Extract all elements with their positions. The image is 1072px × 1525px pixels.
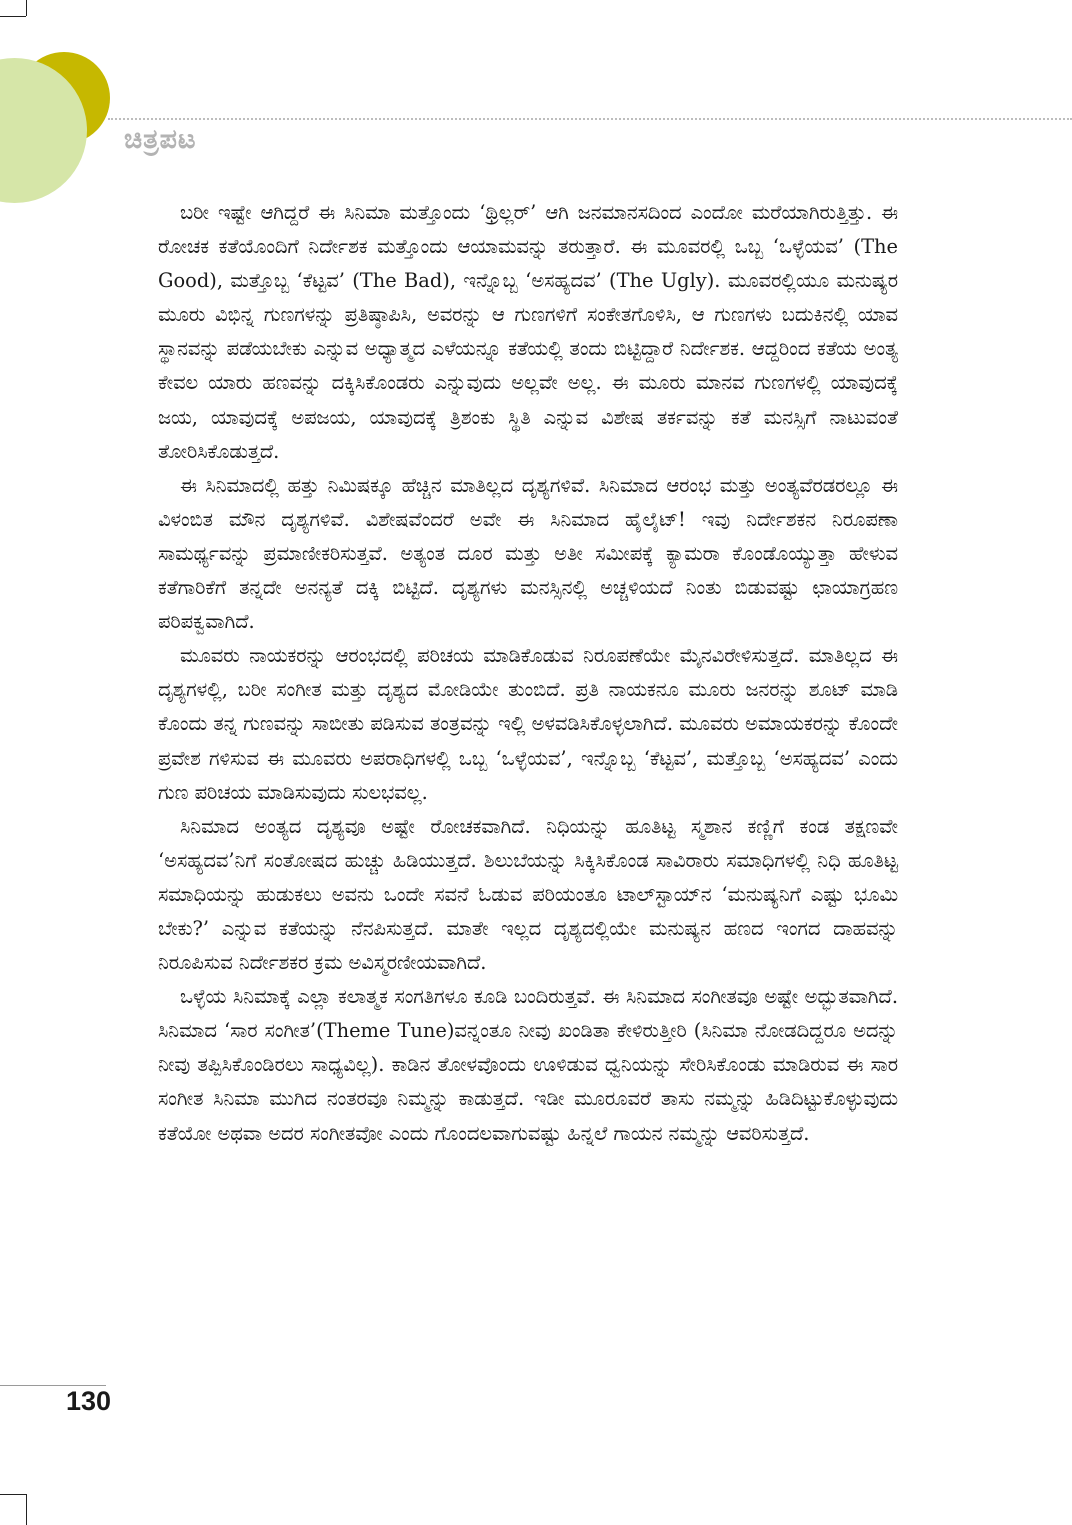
paragraph: ಮೂವರು ನಾಯಕರನ್ನು ಆರಂಭದಲ್ಲಿ ಪರಿಚಯ ಮಾಡಿಕೊಡುವ ನಿರೂಪಣೆಯೇ ಮೈನವಿರೇಳಿಸುತ್ತದೆ. ಮಾತಿಲ್ಲದ ಈ ದೃಶ್ಯಗಳಲ್ಲಿ, ಬರೀ ಸಂಗೀತ ಮತ್ತು ದೃಶ್ಯದ ಮೋಡಿಯೇ ತುಂಬಿದೆ. ಪ್ರತಿ ನಾಯಕನೂ ಮೂರು ಜನರನ್ನು ಶೂಟ್ ಮಾಡಿ ಕೊಂದು ತನ್ನ ಗುಣವನ್ನು ಸಾಬೀತು ಪಡಿಸುವ ತಂತ್ರವನ್ನು ಇಲ್ಲಿ ಅಳವಡಿಸಿಕೊಳ್ಳಲಾಗಿದೆ. ಮೂವರು ಅಮಾಯಕರನ್ನು ಕೊಂದೇ ಪ್ರವೇಶ ಗಳಿಸುವ ಈ ಮೂವರು ಅಪರಾಧಿಗಳಲ್ಲಿ ಒಬ್ಬ ‘ಒಳ್ಳೆಯವ’, ಇನ್ನೊಬ್ಬ ‘ಕೆಟ್ಟವ’, ಮತ್ತೊಬ್ಬ ‘ಅಸಹ್ಯದವ’ ಎಂದು ಗುಣ ಪರಿಚಯ ಮಾಡಿಸುವುದು ಸುಲಭವಲ್ಲ.: [158, 644, 898, 804]
page-number: 130: [66, 1386, 112, 1416]
paragraph: ಬರೀ ಇಷ್ಟೇ ಆಗಿದ್ದರೆ ಈ ಸಿನಿಮಾ ಮತ್ತೊಂದು ‘ಥ್ರಿಲ್ಲರ್’ ಆಗಿ ಜನಮಾನಸದಿಂದ ಎಂದೋ ಮರೆಯಾಗಿರುತ್ತಿತ್ತು. ಈ ರೋಚಕ ಕತೆಯೊಂದಿಗೆ ನಿರ್ದೇಶಕ ಮತ್ತೊಂದು ಆಯಾಮವನ್ನು ತರುತ್ತಾರೆ. ಈ ಮೂವರಲ್ಲಿ ಒಬ್ಬ ‘ಒಳ್ಳೆಯವ’ (The Good), ಮತ್ತೊಬ್ಬ ‘ಕೆಟ್ಟವ’ (The Bad), ಇನ್ನೊಬ್ಬ ‘ಅಸಹ್ಯದವ’ (The Ugly). ಮೂವರಲ್ಲಿಯೂ ಮನುಷ್ಯರ ಮೂರು ವಿಭಿನ್ನ ಗುಣಗಳನ್ನು ಪ್ರತಿಷ್ಠಾಪಿಸಿ, ಅವರನ್ನು ಆ ಗುಣಗಳಿಗೆ ಸಂಕೇತಗೊಳಿಸಿ, ಆ ಗುಣಗಳು ಬದುಕಿನಲ್ಲಿ ಯಾವ ಸ್ಥಾನವನ್ನು ಪಡೆಯಬೇಕು ಎನ್ನುವ ಅಧ್ಯಾತ್ಮದ ಎಳೆಯನ್ನೂ ಕತೆಯಲ್ಲಿ ತಂದು ಬಿಟ್ಟಿದ್ದಾರೆ ನಿರ್ದೇಶಕ. ಆದ್ದರಿಂದ ಕತೆಯ ಅಂತ್ಯ ಕೇವಲ ಯಾರು ಹಣವನ್ನು ದಕ್ಕಿಸಿಕೊಂಡರು ಎನ್ನುವುದು ಅಲ್ಲವೇ ಅಲ್ಲ. ಈ ಮೂರು ಮಾನವ ಗುಣಗಳಲ್ಲಿ ಯಾವುದಕ್ಕೆ ಜಯ, ಯಾವುದಕ್ಕೆ ಅಪಜಯ, ಯಾವುದಕ್ಕೆ ತ್ರಿಶಂಕು ಸ್ಥಿತಿ ಎನ್ನುವ ವಿಶೇಷ ತರ್ಕವನ್ನು ಕತೆ ಮನಸ್ಸಿಗೆ ನಾಟುವಂತೆ ತೋರಿಸಿಕೊಡುತ್ತದೆ.: [158, 201, 898, 463]
header-dotted-rule: [108, 118, 1072, 120]
paragraph: ಸಿನಿಮಾದ ಅಂತ್ಯದ ದೃಶ್ಯವೂ ಅಷ್ಟೇ ರೋಚಕವಾಗಿದೆ. ನಿಧಿಯನ್ನು ಹೂತಿಟ್ಟ ಸ್ಮಶಾನ ಕಣ್ಣಿಗೆ ಕಂಡ ತಕ್ಷಣವೇ ‘ಅಸಹ್ಯದವ’ನಿಗೆ ಸಂತೋಷದ ಹುಚ್ಚು ಹಿಡಿಯುತ್ತದೆ. ಶಿಲುಬೆಯನ್ನು ಸಿಕ್ಕಿಸಿಕೊಂಡ ಸಾವಿರಾರು ಸಮಾಧಿಗಳಲ್ಲಿ ನಿಧಿ ಹೂತಿಟ್ಟ ಸಮಾಧಿಯನ್ನು ಹುಡುಕಲು ಅವನು ಒಂದೇ ಸವನೆ ಓಡುವ ಪರಿಯಂತೂ ಟಾಲ್‌ಸ್ಟಾಯ್‌ನ ‘ಮನುಷ್ಯನಿಗೆ ಎಷ್ಟು ಭೂಮಿ ಬೇಕು?’ ಎನ್ನುವ ಕತೆಯನ್ನು ನೆನಪಿಸುತ್ತದೆ. ಮಾತೇ ಇಲ್ಲದ ದೃಶ್ಯದಲ್ಲಿಯೇ ಮನುಷ್ಯನ ಹಣದ ಇಂಗದ ದಾಹವನ್ನು ನಿರೂಪಿಸುವ ನಿರ್ದೇಶಕರ ಕ್ರಮ ಅವಿಸ್ಮರಣೀಯವಾಗಿದೆ.: [158, 814, 898, 975]
crop-mark-bottom-left: [0, 1494, 26, 1495]
crop-mark-top-left: [26, 0, 27, 16]
article-body: [158, 196, 898, 1151]
paragraph: ಒಳ್ಳೆಯ ಸಿನಿಮಾಕ್ಕೆ ಎಲ್ಲಾ ಕಲಾತ್ಮಕ ಸಂಗತಿಗಳೂ ಕೂಡಿ ಬಂದಿರುತ್ತವೆ. ಈ ಸಿನಿಮಾದ ಸಂಗೀತವೂ ಅಷ್ಟೇ ಅದ್ಭುತವಾಗಿದೆ. ಸಿನಿಮಾದ ‘ಸಾರ ಸಂಗೀತ’(Theme Tune)ವನ್ನಂತೂ ನೀವು ಖಂಡಿತಾ ಕೇಳಿರುತ್ತೀರಿ (ಸಿನಿಮಾ ನೋಡದಿದ್ದರೂ ಅದನ್ನು ನೀವು ತಪ್ಪಿಸಿಕೊಂಡಿರಲು ಸಾಧ್ಯವಿಲ್ಲ). ಕಾಡಿನ ತೋಳವೊಂದು ಊಳಿಡುವ ಧ್ವನಿಯನ್ನು ಸೇರಿಸಿಕೊಂಡು ಮಾಡಿರುವ ಈ ಸಾರ ಸಂಗೀತ ಸಿನಿಮಾ ಮುಗಿದ ನಂತರವೂ ನಿಮ್ಮನ್ನು ಕಾಡುತ್ತದೆ. ಇಡೀ ಮೂರೂವರೆ ತಾಸು ನಮ್ಮನ್ನು ಹಿಡಿದಿಟ್ಟುಕೊಳ್ಳುವುದು ಕತೆಯೋ ಅಥವಾ ಅದರ ಸಂಗೀತವೋ ಎಂದು ಗೊಂದಲವಾಗುವಷ್ಟು ಹಿನ್ನಲೆ ಗಾಯನ ನಮ್ಮನ್ನು ಆವರಿಸುತ್ತದೆ.: [158, 985, 898, 1145]
crop-mark-top-left: [0, 16, 26, 17]
crop-mark-bottom-left: [26, 1494, 27, 1525]
paragraph: ಈ ಸಿನಿಮಾದಲ್ಲಿ ಹತ್ತು ನಿಮಿಷಕ್ಕೂ ಹೆಚ್ಚಿನ ಮಾತಿಲ್ಲದ ದೃಶ್ಯಗಳಿವೆ. ಸಿನಿಮಾದ ಆರಂಭ ಮತ್ತು ಅಂತ್ಯವೆರಡರಲ್ಲೂ ಈ ವಿಳಂಬಿತ ಮೌನ ದೃಶ್ಯಗಳಿವೆ. ವಿಶೇಷವೆಂದರೆ ಅವೇ ಈ ಸಿನಿಮಾದ ಹೈಲೈಟ್! ಇವು ನಿರ್ದೇಶಕನ ನಿರೂಪಣಾ ಸಾಮರ್ಥ್ಯವನ್ನು ಪ್ರಮಾಣೀಕರಿಸುತ್ತವೆ. ಅತ್ಯಂತ ದೂರ ಮತ್ತು ಅತೀ ಸಮೀಪಕ್ಕೆ ಕ್ಯಾಮರಾ ಕೊಂಡೊಯ್ಯುತ್ತಾ ಹೇಳುವ ಕತೆಗಾರಿಕೆಗೆ ತನ್ನದೇ ಅನನ್ಯತೆ ದಕ್ಕಿ ಬಿಟ್ಟಿದೆ. ದೃಶ್ಯಗಳು ಮನಸ್ಸಿನಲ್ಲಿ ಅಚ್ಚಳಿಯದೆ ನಿಂತು ಬಿಡುವಷ್ಟು ಛಾಯಾಗ್ರಹಣ ಪರಿಪಕ್ವವಾಗಿದೆ.: [158, 473, 898, 634]
section-title: ಚಿತ್ರಪಟ: [124, 124, 197, 155]
